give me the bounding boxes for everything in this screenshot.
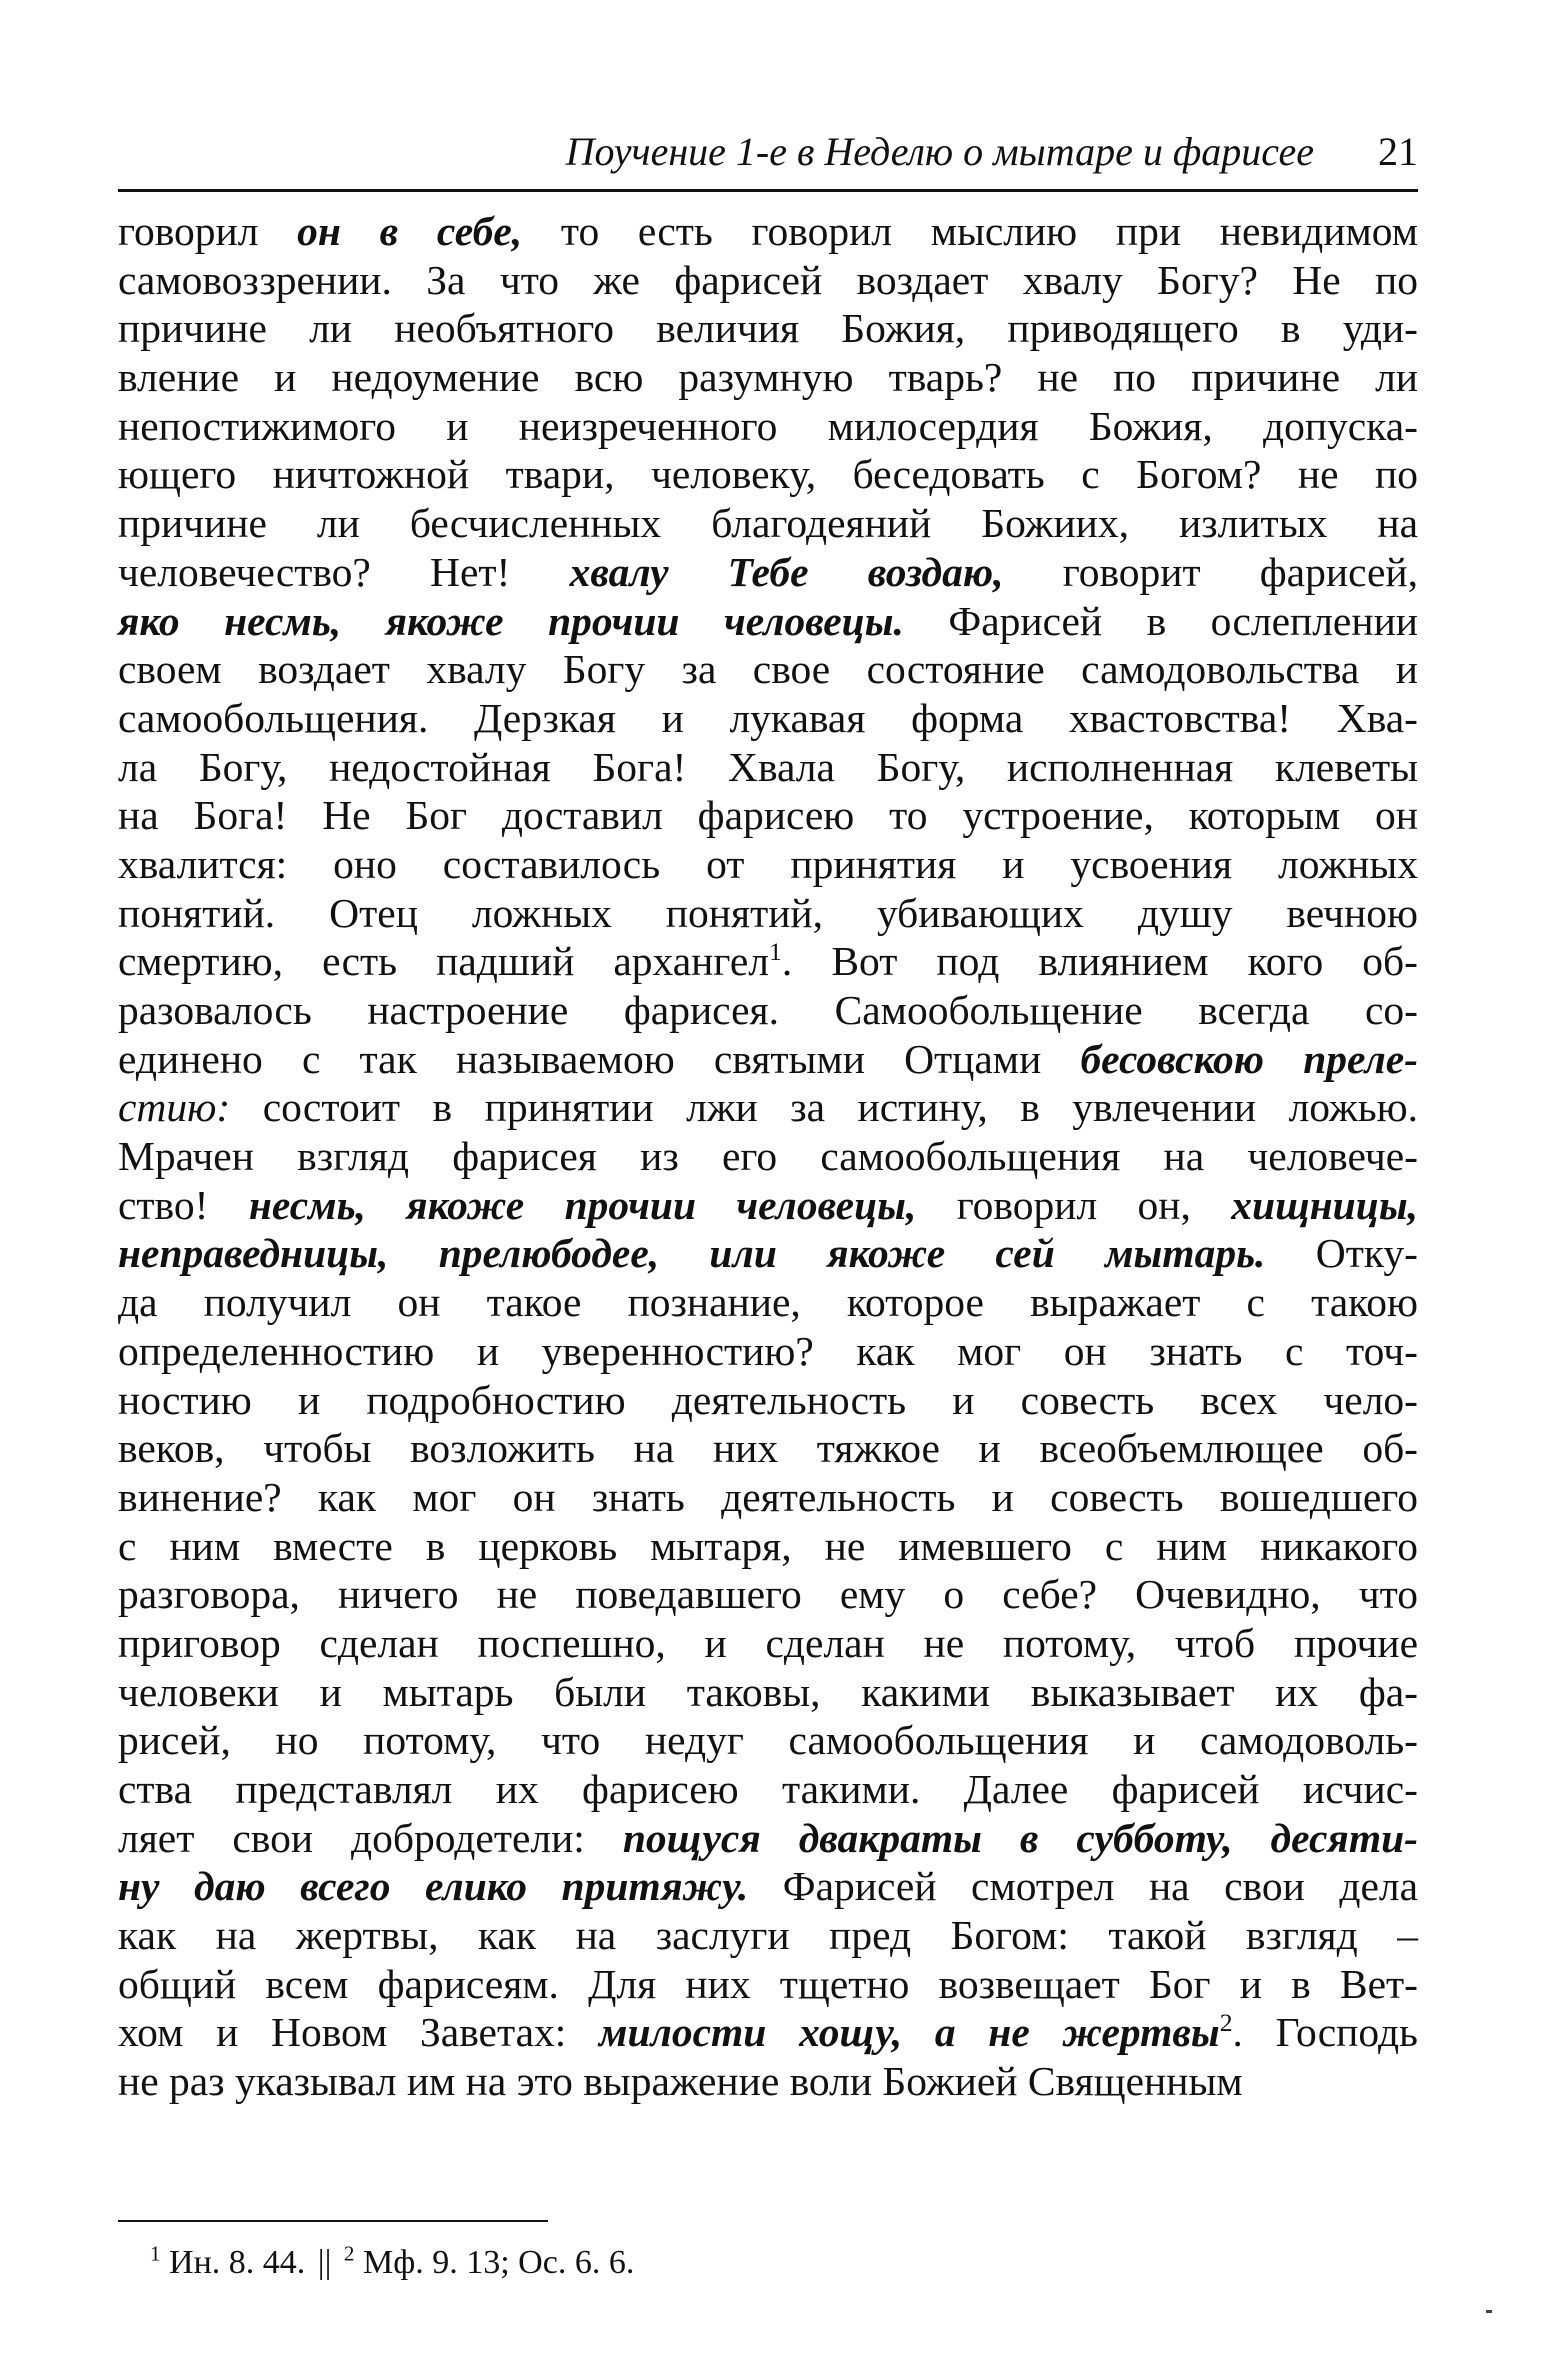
text-segment: ющего ничтожной твари, человеку, беседовать с Богом? не по xyxy=(118,451,1418,498)
text-segment: не раз указывал им на это выражение воли Божией Священным xyxy=(118,2058,1243,2105)
text-segment: говорил он, xyxy=(916,1181,1232,1228)
text-segment: Мрачен взгляд фарисея из его самообольщения на человече- xyxy=(118,1133,1418,1180)
text-segment: Фарисей смотрел на свои дела xyxy=(748,1863,1419,1910)
running-title: Поучение 1-е в Неделю о мытаре и фарисее xyxy=(565,129,1314,174)
text-line xyxy=(118,791,1418,840)
text-line xyxy=(118,597,1418,646)
text-line xyxy=(118,402,1418,451)
text-segment: определенностию и уверенностию? как мог он знать с точ- xyxy=(118,1327,1418,1374)
text-line xyxy=(118,1960,1418,2009)
footnote-rule xyxy=(118,2220,548,2222)
text-segment: то есть говорил мыслию при невидимом xyxy=(522,208,1418,254)
text-segment: ства представлял их фарисею такими. Далее фарисей исчис- xyxy=(118,1766,1418,1812)
text-segment: . Вот под влиянием кого об- xyxy=(781,938,1418,985)
emphasis-text: несмь, якоже прочии человецы, xyxy=(248,1181,917,1228)
footnote-2-text: Мф. 9. 13; Ос. 6. 6. xyxy=(354,2244,635,2281)
text-line xyxy=(118,1035,1418,1084)
text-line xyxy=(118,1132,1418,1181)
footnote-1-text: Ин. 8. 44. xyxy=(160,2244,306,2281)
text-line xyxy=(118,548,1418,597)
text-segment: ностию и подробностию деятельность и совесть всех чело- xyxy=(118,1376,1418,1423)
text-segment: приговор сделан поспешно, и сделан не потому, чтоб прочие xyxy=(118,1619,1418,1666)
text-segment: своем воздает хвалу Богу за свое состояние самодовольства и xyxy=(118,646,1418,693)
emphasis-text: ну даю всего елико притяжу. xyxy=(118,1863,749,1910)
emphasis-text: милости хощу, а не жертвы xyxy=(599,2009,1220,2056)
text-line xyxy=(118,256,1418,305)
text-segment: . Господь xyxy=(1232,2009,1418,2056)
text-line xyxy=(118,450,1418,499)
footnotes xyxy=(150,2243,634,2283)
emphasis-text: бесовскою преле- xyxy=(1080,1035,1418,1082)
text-line xyxy=(118,353,1418,402)
text-segment: как на жертвы, как на заслуги пред Богом: такой взгляд – xyxy=(118,1912,1418,1959)
text-line xyxy=(118,986,1418,1035)
text-segment: понятий. Отец ложных понятий, убивающих душу вечною xyxy=(118,889,1418,936)
text-line xyxy=(118,1862,1418,1911)
page-number: 21 xyxy=(1378,129,1418,174)
running-head xyxy=(118,128,1418,176)
text-line xyxy=(118,1424,1418,1473)
text-segment: причине ли бесчисленных благодеяний Божиих, излитых на xyxy=(118,500,1418,547)
text-segment: самовоззрении. За что же фарисей воздает хвалу Богу? Не по xyxy=(118,256,1418,303)
text-segment: самообольщения. Дерзкая и лукавая форма хвастовства! Хва- xyxy=(118,694,1418,741)
text-line xyxy=(118,1911,1418,1960)
text-segment: веков, чтобы возложить на них тяжкое и всеобъемлющее об- xyxy=(118,1425,1418,1472)
text-segment: причине ли необъятного величия Божия, приводящего в уди- xyxy=(118,305,1418,352)
text-line xyxy=(118,207,1418,256)
text-segment: разговора, ничего не поведавшего ему о себе? Очевидно, что xyxy=(118,1571,1418,1618)
emphasis-text: пощуся двакраты в субботу, десяти- xyxy=(622,1814,1418,1861)
text-line xyxy=(118,1278,1418,1327)
text-segment: Фарисей в ослеплении xyxy=(903,597,1418,644)
text-segment: человеки и мытарь были таковы, какими выказывает их фа- xyxy=(118,1668,1418,1715)
text-line xyxy=(118,1765,1418,1814)
text-line xyxy=(118,499,1418,548)
text-segment: ляет свои добродетели: xyxy=(118,1814,623,1861)
footnote-1-mark: 1 xyxy=(150,2241,161,2266)
text-segment: на Бога! Не Бог доставил фарисею то устроение, которым он xyxy=(118,792,1418,839)
text-line xyxy=(118,1522,1418,1571)
text-line xyxy=(118,1716,1418,1765)
text-line xyxy=(118,1619,1418,1668)
emphasis-text: хвалу Тебе воздаю, xyxy=(569,548,1004,595)
text-line xyxy=(118,1570,1418,1619)
text-segment: да получил он такое познание, которое выражает с такою xyxy=(118,1279,1418,1326)
text-segment: человечество? Нет! xyxy=(118,548,570,595)
text-segment: единено с так называемою святыми Отцами xyxy=(118,1035,1081,1082)
text-segment: рисей, но потому, что недуг самообольщения и самодоволь- xyxy=(118,1717,1418,1764)
text-line xyxy=(118,2008,1418,2057)
text-line xyxy=(118,1668,1418,1717)
text-segment: общий всем фарисеям. Для них тщетно возвещает Бог и в Вет- xyxy=(118,1960,1418,2007)
footnote-ref: 2 xyxy=(1219,2008,1233,2038)
footnote-ref: 1 xyxy=(768,937,782,967)
emphasis-text: стию: xyxy=(118,1084,231,1131)
stray-print-mark xyxy=(1486,2310,1492,2313)
text-segment: ство! xyxy=(118,1181,249,1228)
text-line xyxy=(118,889,1418,938)
text-line xyxy=(118,1229,1418,1278)
text-segment: Отку- xyxy=(1265,1230,1418,1277)
text-line xyxy=(118,1814,1418,1863)
text-line xyxy=(118,1083,1418,1132)
emphasis-text: он в себе, xyxy=(297,208,523,254)
text-segment: говорит фарисей, xyxy=(1003,548,1418,595)
text-segment: хом и Новом Заветах: xyxy=(118,2009,600,2056)
text-segment: с ним вместе в церковь мытаря, не имевшего с ним никакого xyxy=(118,1522,1418,1569)
text-line xyxy=(118,2057,1418,2106)
text-line xyxy=(118,1181,1418,1230)
text-line xyxy=(118,304,1418,353)
text-segment: ла Богу, недостойная Бога! Хвала Богу, исполненная клеветы xyxy=(118,743,1418,790)
text-segment: разовалось настроение фарисея. Самообольщение всегда со- xyxy=(118,987,1418,1033)
text-segment: вление и недоумение всю разумную тварь? не по причине ли xyxy=(118,354,1418,401)
text-segment: непостижимого и неизреченного милосердия Божия, допуска- xyxy=(118,402,1418,449)
text-line xyxy=(118,1473,1418,1522)
emphasis-text: хищницы, xyxy=(1231,1181,1419,1228)
text-line xyxy=(118,1376,1418,1425)
text-segment: состоит в принятии лжи за истину, в увлечении ложью. xyxy=(230,1084,1418,1131)
footnote-2-mark: 2 xyxy=(343,2241,355,2266)
text-segment: хвалится: оно составилось от принятия и усвоения ложных xyxy=(118,840,1418,887)
body-text xyxy=(118,207,1418,2106)
text-segment: говорил xyxy=(118,208,298,254)
emphasis-text: яко несмь, якоже прочии человецы. xyxy=(118,597,904,644)
text-segment: винение? как мог он знать деятельность и совесть вошедшего xyxy=(118,1473,1418,1520)
text-line xyxy=(118,694,1418,743)
header-rule xyxy=(118,189,1418,192)
text-line xyxy=(118,840,1418,889)
text-segment: смертию, есть падший архангел xyxy=(118,938,769,985)
text-line xyxy=(118,937,1418,986)
text-line xyxy=(118,743,1418,792)
text-line xyxy=(118,645,1418,694)
emphasis-text: неправедницы, прелюбодее, или якоже сей мытарь. xyxy=(118,1230,1266,1277)
footnote-separator: || xyxy=(317,2244,332,2281)
text-line xyxy=(118,1327,1418,1376)
